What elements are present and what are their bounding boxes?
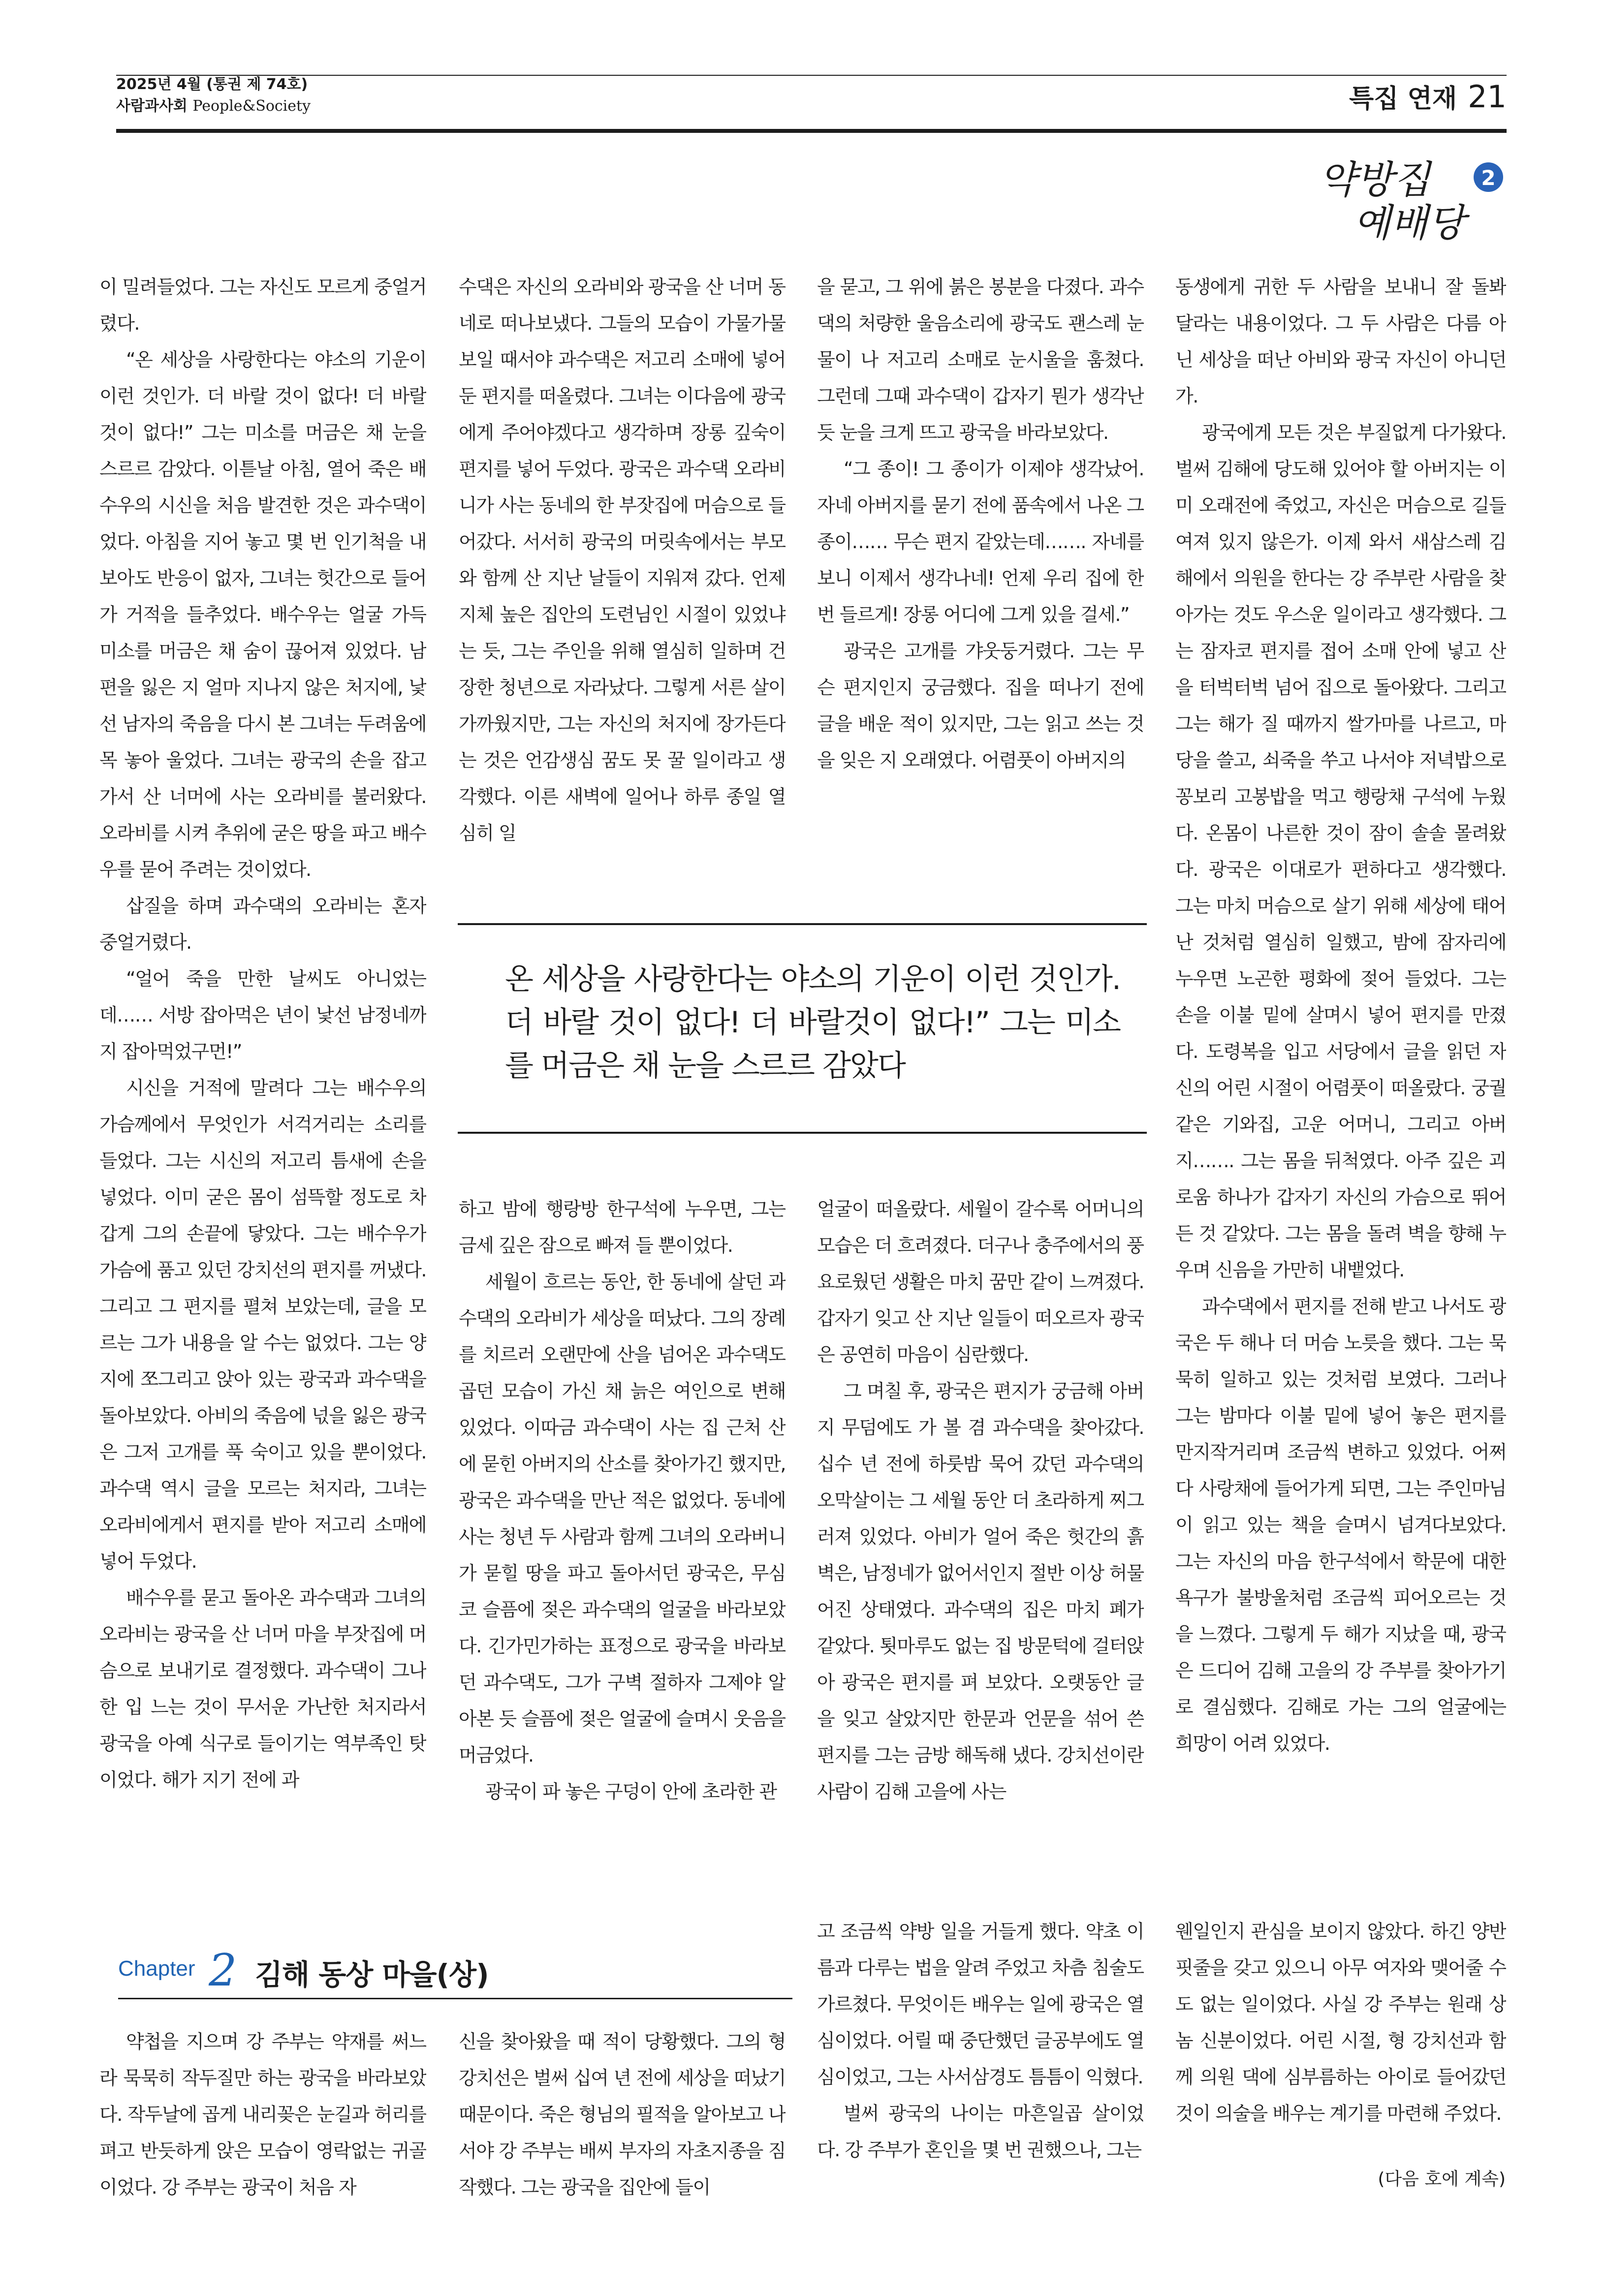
- publication-en: People&Society: [192, 97, 311, 115]
- paragraph: 신을 찾아왔을 때 적이 당황했다. 그의 형 강치선은 벌써 십여 년 전에 세상을 떠났기 때문이다. 죽은 형님의 필적을 알아보고 나서야 강 주부는 배씨 부자의 자초지종을 짐작했다. 그는 광국을 집안에 들이: [459, 2031, 786, 2198]
- chapter-column-2: [459, 2023, 786, 2210]
- chapter-title: 김해 동상 마을(상): [255, 1958, 489, 1991]
- column-4: [1175, 269, 1506, 1810]
- paragraph: 과수댁에서 편지를 전해 받고 나서도 광국은 두 해나 더 머슴 노릇을 했다. 그는 묵묵히 일하고 있는 것처럼 보였다. 그러나 그는 밤마다 이불 밑에 넣어 놓은 편지를 만지작거리며 조금씩 변하고 있었다. 어쩌다 사랑채에 들어가게 되면, 그는 주인마님이 읽고 있는 책을 슬며시 넘겨다보았다. 그는 자신의 마음 한구석에서 학문에 대한 욕구가 불방울처럼 조금씩 피어오르는 것을 느꼈다. 그렇게 두 해가 지났을 때, 광국은 드디어 김해 고을의 강 주부를 찾아가기로 결심했다. 김해로 가는 그의 얼굴에는 희망이 어려 있었다.: [1175, 1296, 1506, 1754]
- pull-quote-text: 온 세상을 사랑한다는 야소의 기운이 이런 것인가. 더 바랄 것이 없다! 더 바랄것이 없다!” 그는 미소를 머금은 채 눈을 스르르 감았다: [505, 962, 1120, 1083]
- pull-quote: [458, 923, 1147, 1134]
- paragraph: 시신을 거적에 말려다 그는 배수우의 가슴께에서 무엇인가 서걱거리는 소리를 들었다. 그는 시신의 저고리 틈새에 손을 넣었다. 이미 굳은 몸이 섬뜩할 정도로 차갑게 그의 손끝에 닿았다. 그는 배수우가 가슴에 품고 있던 강치선의 편지를 꺼냈다. 그리고 그 편지를 펼쳐 보았는데, 글을 모르는 그가 내용을 알 수는 없었다. 그는 양지에 쪼그리고 앉아 있는 광국과 과수댁을 돌아보았다. 아비의 죽음에 넋을 잃은 광국은 그저 고개를 푹 숙이고 있을 뿐이었다. 과수댁 역시 글을 모르는 처지라, 그녀는 오라비에게서 편지를 받아 저고리 소매에 넣어 두었다.: [99, 1077, 426, 1572]
- header-top-rule: [116, 75, 1507, 76]
- chapter-label: Chapter: [118, 1956, 195, 1981]
- series-logo: [1309, 148, 1506, 246]
- paragraph: 광국은 고개를 갸웃둥거렸다. 그는 무슨 편지인지 궁금했다. 집을 떠나기 전에 글을 배운 적이 있지만, 그는 읽고 쓰는 것을 잊은 지 오래였다. 어렴풋이 아버지의: [817, 640, 1144, 771]
- logo-text-line1: 약방집: [1319, 158, 1431, 202]
- chapter-column-3: [817, 1913, 1144, 2210]
- logo-text-line2: 예배당: [1354, 201, 1465, 246]
- paragraph: 얼굴이 떠올랐다. 세월이 갈수록 어머니의 모습은 더 흐려졌다. 더구나 충주에서의 풍요로웠던 생활은 마치 꿈만 같이 느껴졌다. 갑자기 잊고 산 지난 일들이 떠오르자 광국은 공연히 마음이 심란했다.: [817, 1198, 1144, 1365]
- chapter-number: 2: [209, 1945, 237, 1996]
- paragraph: 광국에게 모든 것은 부질없게 다가왔다. 벌써 김해에 당도해 있어야 할 아버지는 이미 오래전에 죽었고, 자신은 머슴으로 길들여져 있지 않은가. 이제 와서 새삼스레 김해에서 의원을 한다는 강 주부란 사람을 찾아가는 것도 우스운 일이라고 생각했다. 그는 잠자코 편지를 접어 소매 안에 넣고 산을 터벅터벅 넘어 집으로 돌아왔다. 그리고 그는 해가 질 때까지 쌀가마를 나르고, 마당을 쓸고, 쇠죽을 쑤고 나서야 저녁밥으로 꽁보리 고봉밥을 먹고 행랑채 구석에 누웠다. 온몸이 나른한 것이 잠이 솔솔 몰려왔다. 광국은 이대로가 편하다고 생각했다. 그는 마치 머슴으로 살기 위해 세상에 태어난 것처럼 열심히 일했고, 밤에 잠자리에 누우면 노곤한 평화에 젖어 들었다. 그는 손을 이불 밑에 살며시 넣어 편지를 만졌다. 도령복을 입고 서당에서 글을 읽던 자신의 어린 시절이 어렴풋이 떠올랐다. 궁궐 같은 기와집, 고운 어머니, 그리고 아버지……. 그는 몸을 뒤척였다. 아주 깊은 괴로움 하나가 갑자기 자신의 가슴으로 뛰어든 것 같았다. 그는 몸을 돌려 벽을 향해 누우며 신음을 가만히 내뱉었다.: [1175, 422, 1506, 1281]
- column-3-bottom: [817, 1191, 1144, 1811]
- paragraph: 이 밀려들었다. 그는 자신도 모르게 중얼거렸다.: [99, 276, 426, 334]
- paragraph: 광국이 파 놓은 구덩이 안에 초라한 관: [485, 1781, 777, 1802]
- paragraph: 삽질을 하며 과수댁의 오라비는 혼자 중얼거렸다.: [99, 895, 426, 953]
- chapter-column-4: [1175, 1913, 1506, 2140]
- column-2-bottom: [459, 1191, 786, 1811]
- publication-ko: 사람과사회: [116, 97, 188, 115]
- paragraph: 하고 밤에 행랑방 한구석에 누우면, 그는 금세 깊은 잠으로 빠져 들 뿐이었다.: [459, 1198, 786, 1256]
- paragraph: 벌써 광국의 나이는 마흔일곱 살이었다. 강 주부가 혼인을 몇 번 권했으나, 그는: [817, 2103, 1144, 2161]
- issue-label: 2025년 4월 (통권 제 74호): [116, 76, 308, 93]
- chapter-heading: [118, 1945, 792, 1996]
- header-bottom-rule: [116, 129, 1507, 133]
- paragraph: “얼어 죽을 만한 날씨도 아니었는데…… 서방 잡아먹은 년이 낯선 남정네까지 잡아먹었구먼!”: [99, 968, 426, 1062]
- publication-name: [116, 95, 311, 117]
- paragraph: “그 종이! 그 종이가 이제야 생각났어. 자네 아버지를 묻기 전에 품속에서 나온 그 종이…… 무슨 편지 같았는데……. 자네를 보니 이제서 생각나네! 언제 우리 집에 한번 들르게! 장롱 어디에 그게 있을 걸세.”: [817, 458, 1144, 625]
- paragraph: 동생에게 귀한 두 사람을 보내니 잘 돌봐 달라는 내용이었다. 그 두 사람은 다름 아닌 세상을 떠난 아비와 광국 자신이 아니던가.: [1175, 276, 1506, 407]
- column-2-top: [459, 269, 786, 874]
- paragraph: 배수우를 묻고 돌아온 과수댁과 그녀의 오라비는 광국을 산 너머 마을 부잣집에 머슴으로 보내기로 결정했다. 과수댁이 그나 한 입 느는 것이 무서운 가난한 처지라서 광국을 아예 식구로 들이기는 역부족인 탓이었다. 해가 지기 전에 과: [99, 1587, 426, 1791]
- paragraph: 약첩을 지으며 강 주부는 약재를 써느라 묵묵히 작두질만 하는 광국을 바라보았다. 작두날에 곱게 내리꽂은 눈길과 허리를 펴고 반듯하게 앉은 모습이 영락없는 귀골이었다. 강 주부는 광국이 처음 자: [99, 2031, 426, 2198]
- logo-badge-number: 2: [1481, 166, 1496, 190]
- paragraph: “온 세상을 사랑한다는 야소의 기운이 이런 것인가. 더 바랄 것이 없다! 더 바랄 것이 없다!” 그는 미소를 머금은 채 눈을 스르르 감았다. 이튿날 아침, 열어 죽은 배수우의 시신을 처음 발견한 것은 과수댁이었다. 아침을 지어 놓고 몇 번 인기척을 내보아도 반응이 없자, 그녀는 헛간으로 들어가 거적을 들추었다. 배수우는 얼굴 가득 미소를 머금은 채 숨이 끊어져 있었다. 남편을 잃은 지 얼마 지나지 않은 처지에, 낯선 남자의 죽음을 다시 본 그녀는 두려움에 목 놓아 울었다. 그녀는 광국의 손을 잡고 가서 산 너머에 사는 오라비를 불러왔다. 오라비를 시켜 추위에 굳은 땅을 파고 배수우를 묻어 주려는 것이었다.: [99, 349, 426, 880]
- paragraph: 고 조금씩 약방 일을 거들게 했다. 약초 이름과 다루는 법을 알려 주었고 차츰 침술도 가르쳤다. 무엇이든 배우는 일에 광국은 열심이었다. 어릴 때 중단했던 글공부에도 열심이었고, 그는 사서삼경도 틈틈이 익혔다.: [817, 1921, 1144, 2088]
- paragraph: 을 묻고, 그 위에 붉은 봉분을 다졌다. 과수댁의 처량한 울음소리에 광국도 괜스레 눈물이 나 저고리 소매로 눈시울을 훔쳤다. 그런데 그때 과수댁이 갑자기 뭔가 생각난 듯 눈을 크게 뜨고 광국을 바라보았다.: [817, 276, 1144, 443]
- paragraph: 그 며칠 후, 광국은 편지가 궁금해 아버지 무덤에도 가 볼 겸 과수댁을 찾아갔다. 십수 년 전에 하룻밤 묵어 갔던 과수댁의 오막살이는 그 세월 동안 더 초라하게 찌그러져 있었다. 아비가 얼어 죽은 헛간의 흙벽은, 남정네가 없어서인지 절반 이상 허물어진 상태였다. 과수댁의 집은 마치 폐가 같았다. 툇마루도 없는 집 방문턱에 걸터앉아 광국은 편지를 펴 보았다. 오랫동안 글을 잊고 살았지만 한문과 언문을 섞어 쓴 편지를 그는 금방 해독해 냈다. 강치선이란 사람이 김해 고을에 사는: [817, 1380, 1144, 1802]
- paragraph: 세월이 흐르는 동안, 한 동네에 살던 과수댁의 오라비가 세상을 떠났다. 그의 장례를 치르러 오랜만에 산을 넘어온 과수댁도 곱던 모습이 가신 채 늙은 여인으로 변해 있었다. 이따금 과수댁이 사는 집 근처 산에 묻힌 아버지의 산소를 찾아가긴 했지만, 광국은 과수댁을 만난 적은 없었다. 동네에 사는 청년 두 사람과 함께 그녀의 오라버니가 묻힐 땅을 파고 돌아서던 광국은, 무심코 슬픔에 젖은 과수댁의 얼굴을 바라보았다. 긴가민가하는 표정으로 광국을 바라보던 과수댁도, 그가 구벽 절하자 그제야 알아본 듯 슬픔에 젖은 얼굴에 슬며시 웃음을 머금었다.: [459, 1271, 786, 1766]
- header-left: [116, 74, 311, 117]
- continued-note: (다음 호에 계속): [1378, 2169, 1506, 2189]
- header-right: [1349, 78, 1507, 115]
- chapter-rule: [118, 1998, 792, 1999]
- paragraph: 수댁은 자신의 오라비와 광국을 산 너머 동네로 떠나보냈다. 그들의 모습이 가물가물 보일 때서야 과수댁은 저고리 소매에 넣어 둔 편지를 떠올렸다. 그녀는 이다음에 광국에게 주어야겠다고 생각하며 장롱 깊숙이 편지를 넣어 두었다. 광국은 과수댁 오라비니가 사는 동네의 한 부잣집에 머슴으로 들어갔다. 서서히 광국의 머릿속에서는 부모와 함께 산 지난 날들이 지워져 갔다. 언제 지체 높은 집안의 도련님인 시절이 있었냐는 듯, 그는 주인을 위해 열심히 일하며 건장한 청년으로 자라났다. 그렇게 서른 살이 가까웠지만, 그는 자신의 처지에 장가든다는 것은 언감생심 꿈도 못 꿀 일이라고 생각했다. 이른 새벽에 일어나 하루 종일 열심히 일: [459, 276, 786, 844]
- page-number: 21: [1468, 79, 1507, 115]
- section-title: 특집 연재: [1349, 84, 1457, 114]
- column-1: [99, 269, 426, 1810]
- chapter-column-1: [99, 2023, 426, 2210]
- column-3-top: [817, 269, 1144, 874]
- paragraph: 웬일인지 관심을 보이지 않았다. 하긴 양반 핏줄을 갖고 있으니 아무 여자와 맺어줄 수도 없는 일이었다. 사실 강 주부는 원래 상놈 신분이었다. 어린 시절, 형 강치선과 함께 의원 댁에 심부름하는 아이로 들어갔던 것이 의술을 배우는 계기를 마련해 주었다.: [1175, 1921, 1506, 2124]
